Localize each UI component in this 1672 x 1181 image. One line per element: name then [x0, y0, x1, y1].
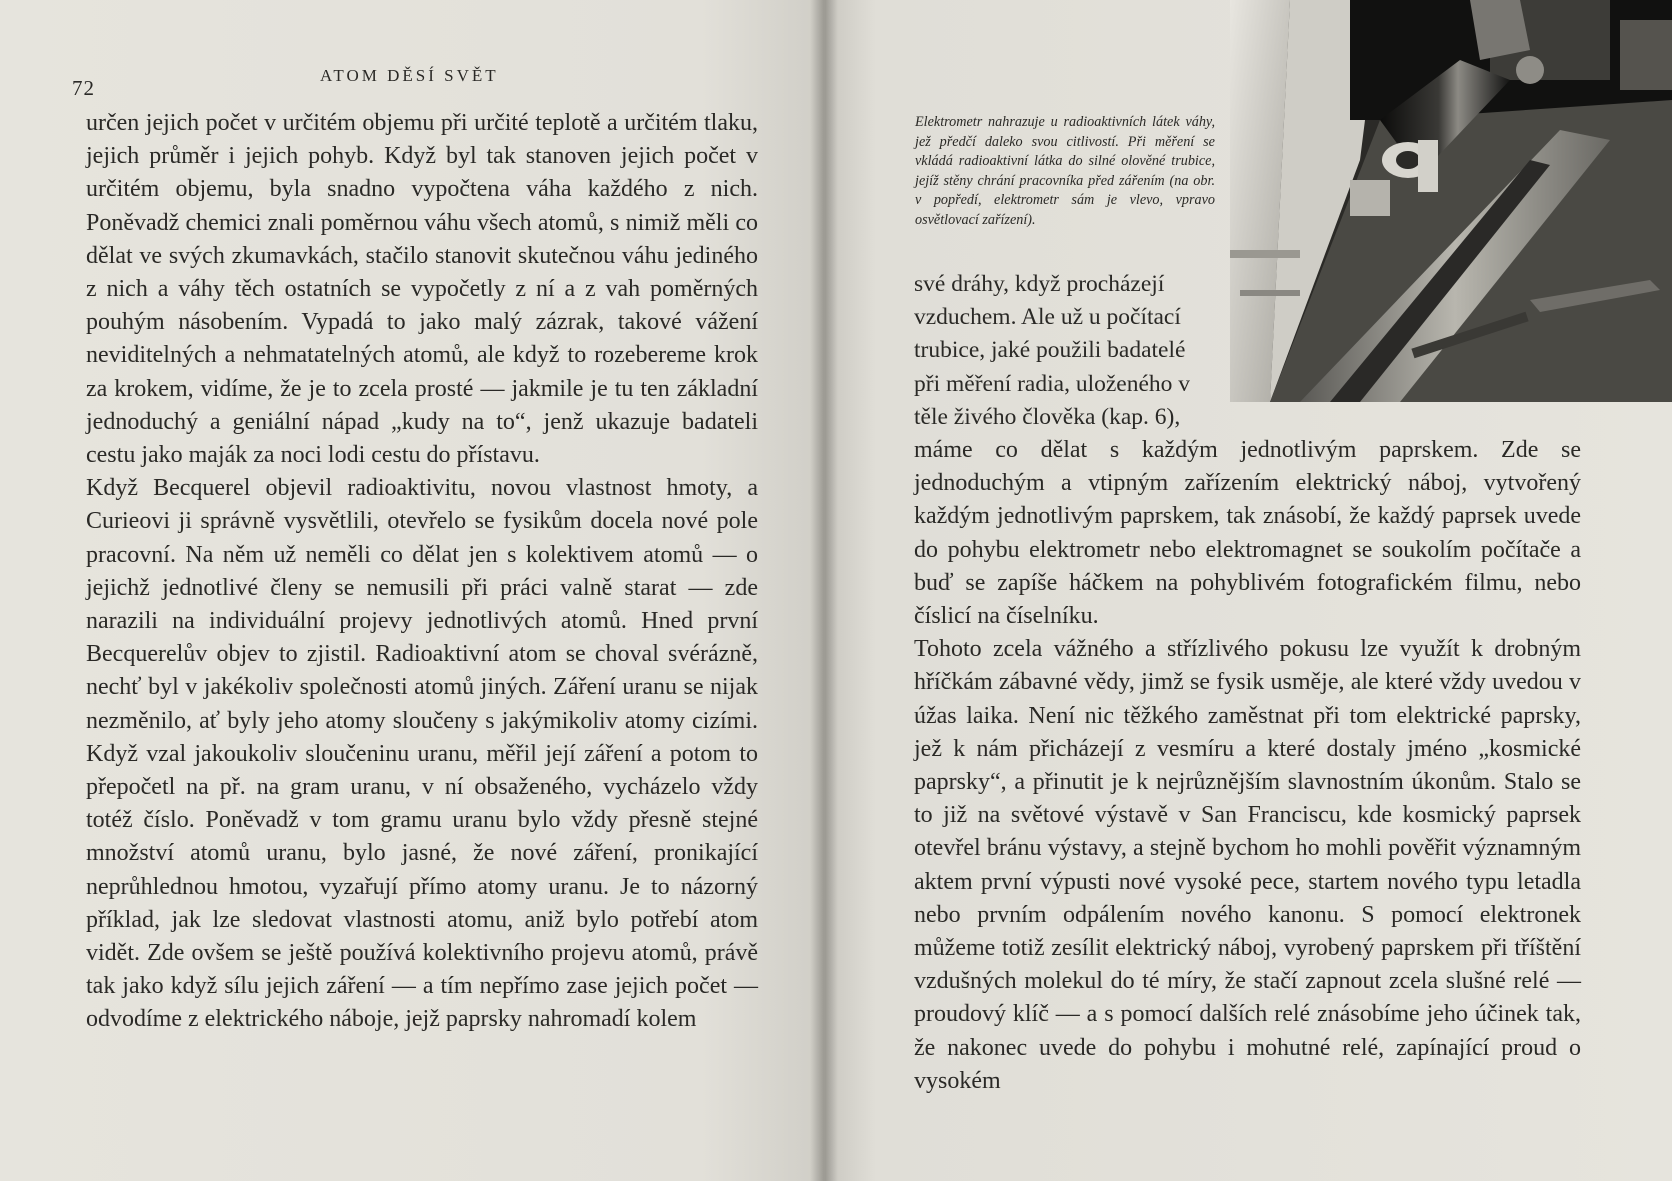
electrometer-photo — [1230, 0, 1672, 402]
electrometer-photo-illustration — [1230, 0, 1672, 402]
right-page-narrow-text — [914, 268, 1214, 434]
book-gutter — [810, 0, 838, 1181]
page-number: 72 — [72, 76, 95, 100]
right-narrow-paragraph: své dráhy, když procházejí vzduchem. Ale už u počítací trubice, jaké použili badatelé při měření radia, uloženého v těle živého člověka (kap. 6), — [914, 271, 1191, 430]
left-paragraph-2: Když Becquerel objevil radioaktivitu, novou vlastnost hmoty, a Curieovi ji správně vysvětlili, otevřelo se fysikům docela nové pole pracovní. Na něm už neměli co dělat jen s kolektivem atomů — o jejichž jednotlivé členy se nemusili při práci valně starat — zde narazili na individuální projevy jednotlivých atomů. Hned první Becquerelův objev to zjistil. Radioaktivní atom se choval svérázně, nechť byl v jakékoliv společnosti atomů jiných. Záření uranu se nijak nezměnilo, ať byly jeho atomy sloučeny s jakýmikoliv atomy cizími. Když vzal jakoukoliv sloučeninu uranu, měřil její záření a potom to přepočetl na př. na gram uranu, v ní obsaženého, vycházelo vždy totéž číslo. Poněvadž v tom gramu uranu bylo vždy přesně stejné množství atomů uranu, bylo jasné, že nové záření, pronikající neprůhlednou hmotou, vyzařují přímo atomy uranu. Je to názorný příklad, jak lze sledovat vlastnosti atomu, aniž bylo potřebí atom vidět. Zde ovšem se ještě používá kolektivního projevu atomů, právě tak jako když sílu jejich záření — a tím nepřímo zase jejich počet — odvodíme z elektrického náboje, jejž paprsky nahromadí kolem — [86, 475, 758, 1033]
left-page-text — [86, 107, 758, 1037]
right-paragraph-1: máme co dělat s každým jednotlivým paprskem. Zde se jednoduchým a vtipným zařízením elektrický náboj, vytvořený každým jednotlivým paprskem, tak znásobí, že každý paprsek uvede do pohybu elektrometr nebo elektromagnet se soukolím počítače a buď se zapíše háčkem na pohyblivém fotografickém filmu, nebo číslicí na číselníku. — [914, 437, 1581, 630]
photo-caption: Elektrometr nahrazuje u radioaktivních látek váhy, jež předčí daleko svou citlivostí. Při měření se vkládá radioaktivní látka do silné olověné trubice, jejíž stěny chrání pracovníka před zářením (na obr. v popředí, elektrometr sám je vlevo, vpravo osvětlovací zařízení). — [915, 114, 1215, 228]
running-title: ATOM DĚSÍ SVĚT — [320, 66, 499, 85]
right-page-text — [914, 434, 1581, 1098]
right-paragraph-2: Tohoto zcela vážného a střízlivého pokusu lze využít k drobným hříčkám zábavné vědy, jimž se fysik usměje, ale které vždy uvedou v úžas laika. Není nic těžkého zaměstnat při tom elektrické paprsky, jež k nám přicházejí z vesmíru a které dostaly jméno „kosmické paprsky“, a přinutit je k nejrůznějším slavnostním úkonům. Stalo se to již na světové výstavě v San Franciscu, kde kosmický paprsek otevřel bránu výstavy, a stejně bychom ho mohli pověřit významným aktem první výpusti nové vysoké pece, startem nového typu letadla nebo prvním odpálením nového kanonu. S pomocí elektronek můžeme totiž zesílit elektrický náboj, vyrobený paprskem při tříštění vzdušných molekul do té míry, že stačí zapnout zcela slušné relé — proudový klíč — a s pomocí dalších relé znásobíme jeho účinek tak, že nakonec uvede do pohybu i mohutné relé, zapínající proud o vysokém — [914, 636, 1581, 1094]
left-paragraph-1: určen jejich počet v určitém objemu při určité teplotě a určitém tlaku, jejich průměr i jejich pohyb. Když byl tak stanoven jejich počet v určitém objemu, byla snadno vypočtena váha každého z nich. Poněvadž chemici znali poměrnou váhu všech atomů, s nimiž měli co dělat ve svých zkumavkách, stačilo stanovit skutečnou váhu jediného z nich a váhy těch ostatních se vypočetly z ní a z vah poměrných pouhým násobením. Vypadá to jako malý zázrak, takové vážení neviditelných a nehmatatelných atomů, ale když to rozebereme krok za krokem, vidíme, že je to zcela prosté — jakmile je tu ten základní jednoduchý a geniální nápad „kudy na to“, jenž ukazuje badateli cestu jako maják za noci lodi cestu do přístavu. — [86, 110, 758, 469]
